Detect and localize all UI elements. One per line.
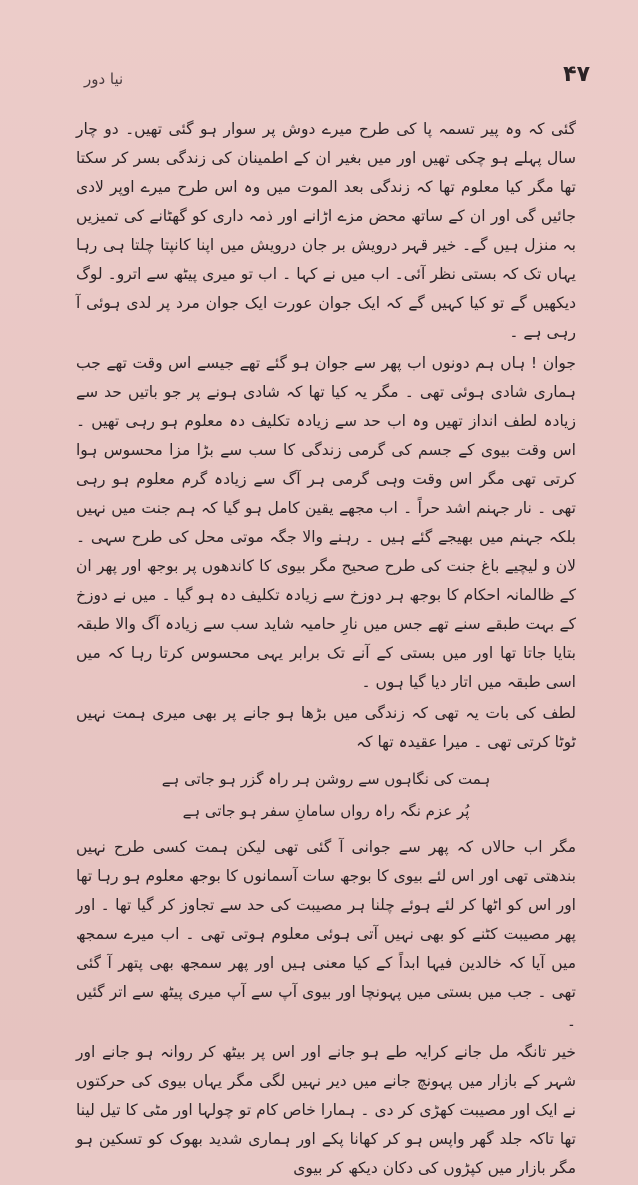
page-header	[84, 62, 598, 92]
paragraph: خیر تانگہ مل جانے کرایہ طے ہو جانے اور اس پر بیٹھ کر روانہ ہو جانے اور شہر کے بازار میں پہونچ جانے میں دیر نہیں لگی مگر یہاں بیوی کی حرکتوں نے ایک اور مصیبت کھڑی کر دی ۔ ہمارا خاص کام تو چولہا اور مٹی کا تیل لینا تھا تاکہ جلد گھر واپس ہو کر کھانا پکے اور ہماری شدید بھوک کو تسکین ہو مگر بازار میں کپڑوں کی دکان دیکھ کر بیوی	[76, 1043, 576, 1177]
paragraph: مگر اب حالاں کہ پھر سے جوانی آ گئی تھی لیکن ہمت کسی طرح نہیں بندھتی تھی اور اس لئے بیوی کا بوجھ سات آسمانوں کا بوجھ معلوم ہو رہا تھا اور اس کو اٹھا کر لئے ہوئے چلنا ہر مصیبت کی حد سے تجاوز کر گیا تھا ۔ اور پھر مصیبت کٹنے کو بھی نہیں آتی ہوئی معلوم ہوتی تھی ۔ اب میرے سمجھ میں آیا کہ خالدین فیہا ابداً کے کیا معنی ہیں اور پھر سمجھ بھی پتھر آ گئی تھی ۔ جب میں بستی میں پہونچا اور بیوی آپ سے آپ میری پیٹھ سے اتر گئیں ۔	[76, 838, 576, 1030]
paragraph: لطف کی بات یہ تھی کہ زندگی میں بڑھا ہو جانے پر بھی میری ہمت نہیں ٹوٹا کرتی تھی ۔ میرا عقیدہ تھا کہ	[76, 704, 576, 751]
body-text	[76, 115, 576, 1185]
poem-line: پُر عزم نگہ راہ رواں سامانِ سفر ہو جاتی ہے	[182, 802, 470, 820]
paragraph: گئی کہ وہ پیر تسمہ پا کی طرح میرے دوش پر سوار ہو گئی تھیں۔ دو چار سال پہلے ہو چکی تھیں اور میں بغیر ان کے اطمینان کی زندگی بسر کر سکتا تھا مگر کیا معلوم تھا کہ زندگی بعد الموت میں وہ اس طرح میرے اوپر لادی جائیں گی اور ان کے ساتھ محض مزے اڑانے اور ذمہ داری کو گھٹانے کی تمیزیں بہ منزل ہیں گے۔ خیر قہر درویش بر جان درویش میں اپنا کانپتا چلتا ہی رہا یہاں تک کہ بستی نظر آئی۔ اب میں نے کہا ۔ اب تو میری پیٹھ سے اترو۔ لوگ دیکھیں گے تو کیا کہیں گے کہ ایک جوان عورت ایک جوان مرد پر لدی ہوئی آ رہی ہے ۔	[76, 120, 576, 341]
poem-line: ہمت کی نگاہوں سے روشن ہر راہ گزر ہو جاتی ہے	[161, 770, 491, 788]
page-number: ۴۷	[563, 62, 590, 87]
paragraph: جوان ! ہاں ہم دونوں اب پھر سے جوان ہو گئے تھے جیسے اس وقت تھے جب ہماری شادی ہوئی تھی ۔ مگر یہ کیا تھا کہ شادی ہونے پر جو باتیں حد سے زیادہ لطف انداز تھیں وہ اب حد سے زیادہ تکلیف دہ معلوم ہو رہی تھیں ۔ اس وقت بیوی کے جسم کی گرمی زندگی کا سب سے بڑا مزا محسوس ہوا کرتی تھی مگر اس وقت وہی گرمی ہر آگ سے زیادہ گرم معلوم ہو رہی تھی ۔ نار جہنم اشد حراً ۔ اب مجھے یقین کامل ہو گیا کہ ہم جنت میں نہیں بلکہ جہنم میں بھیجے گئے ہیں ۔ رہنے والا جگہ موتی محل کی طرح سہی ۔ لان و لیچیے باغ جنت کی طرح صحیح مگر بیوی کا کاندھوں پر بوجھ اور پھر ان کے ظالمانہ احکام کا بوجھ ہر دوزخ سے زیادہ تکلیف دہ ہو گیا ۔ میں نے دوزخ کے بہت طبقے سنے تھے جس میں نارِ حامیہ شاید سب سے زیادہ آگ والا طبقہ بتایا جاتا تھا اور میں بستی کے آنے تک برابر یہی محسوس کرتا رہا کہ میں اسی طبقہ میں اتار دیا گیا ہوں ۔	[76, 354, 576, 691]
poem-couplet	[76, 763, 576, 827]
running-title: نیا دور	[84, 70, 124, 88]
